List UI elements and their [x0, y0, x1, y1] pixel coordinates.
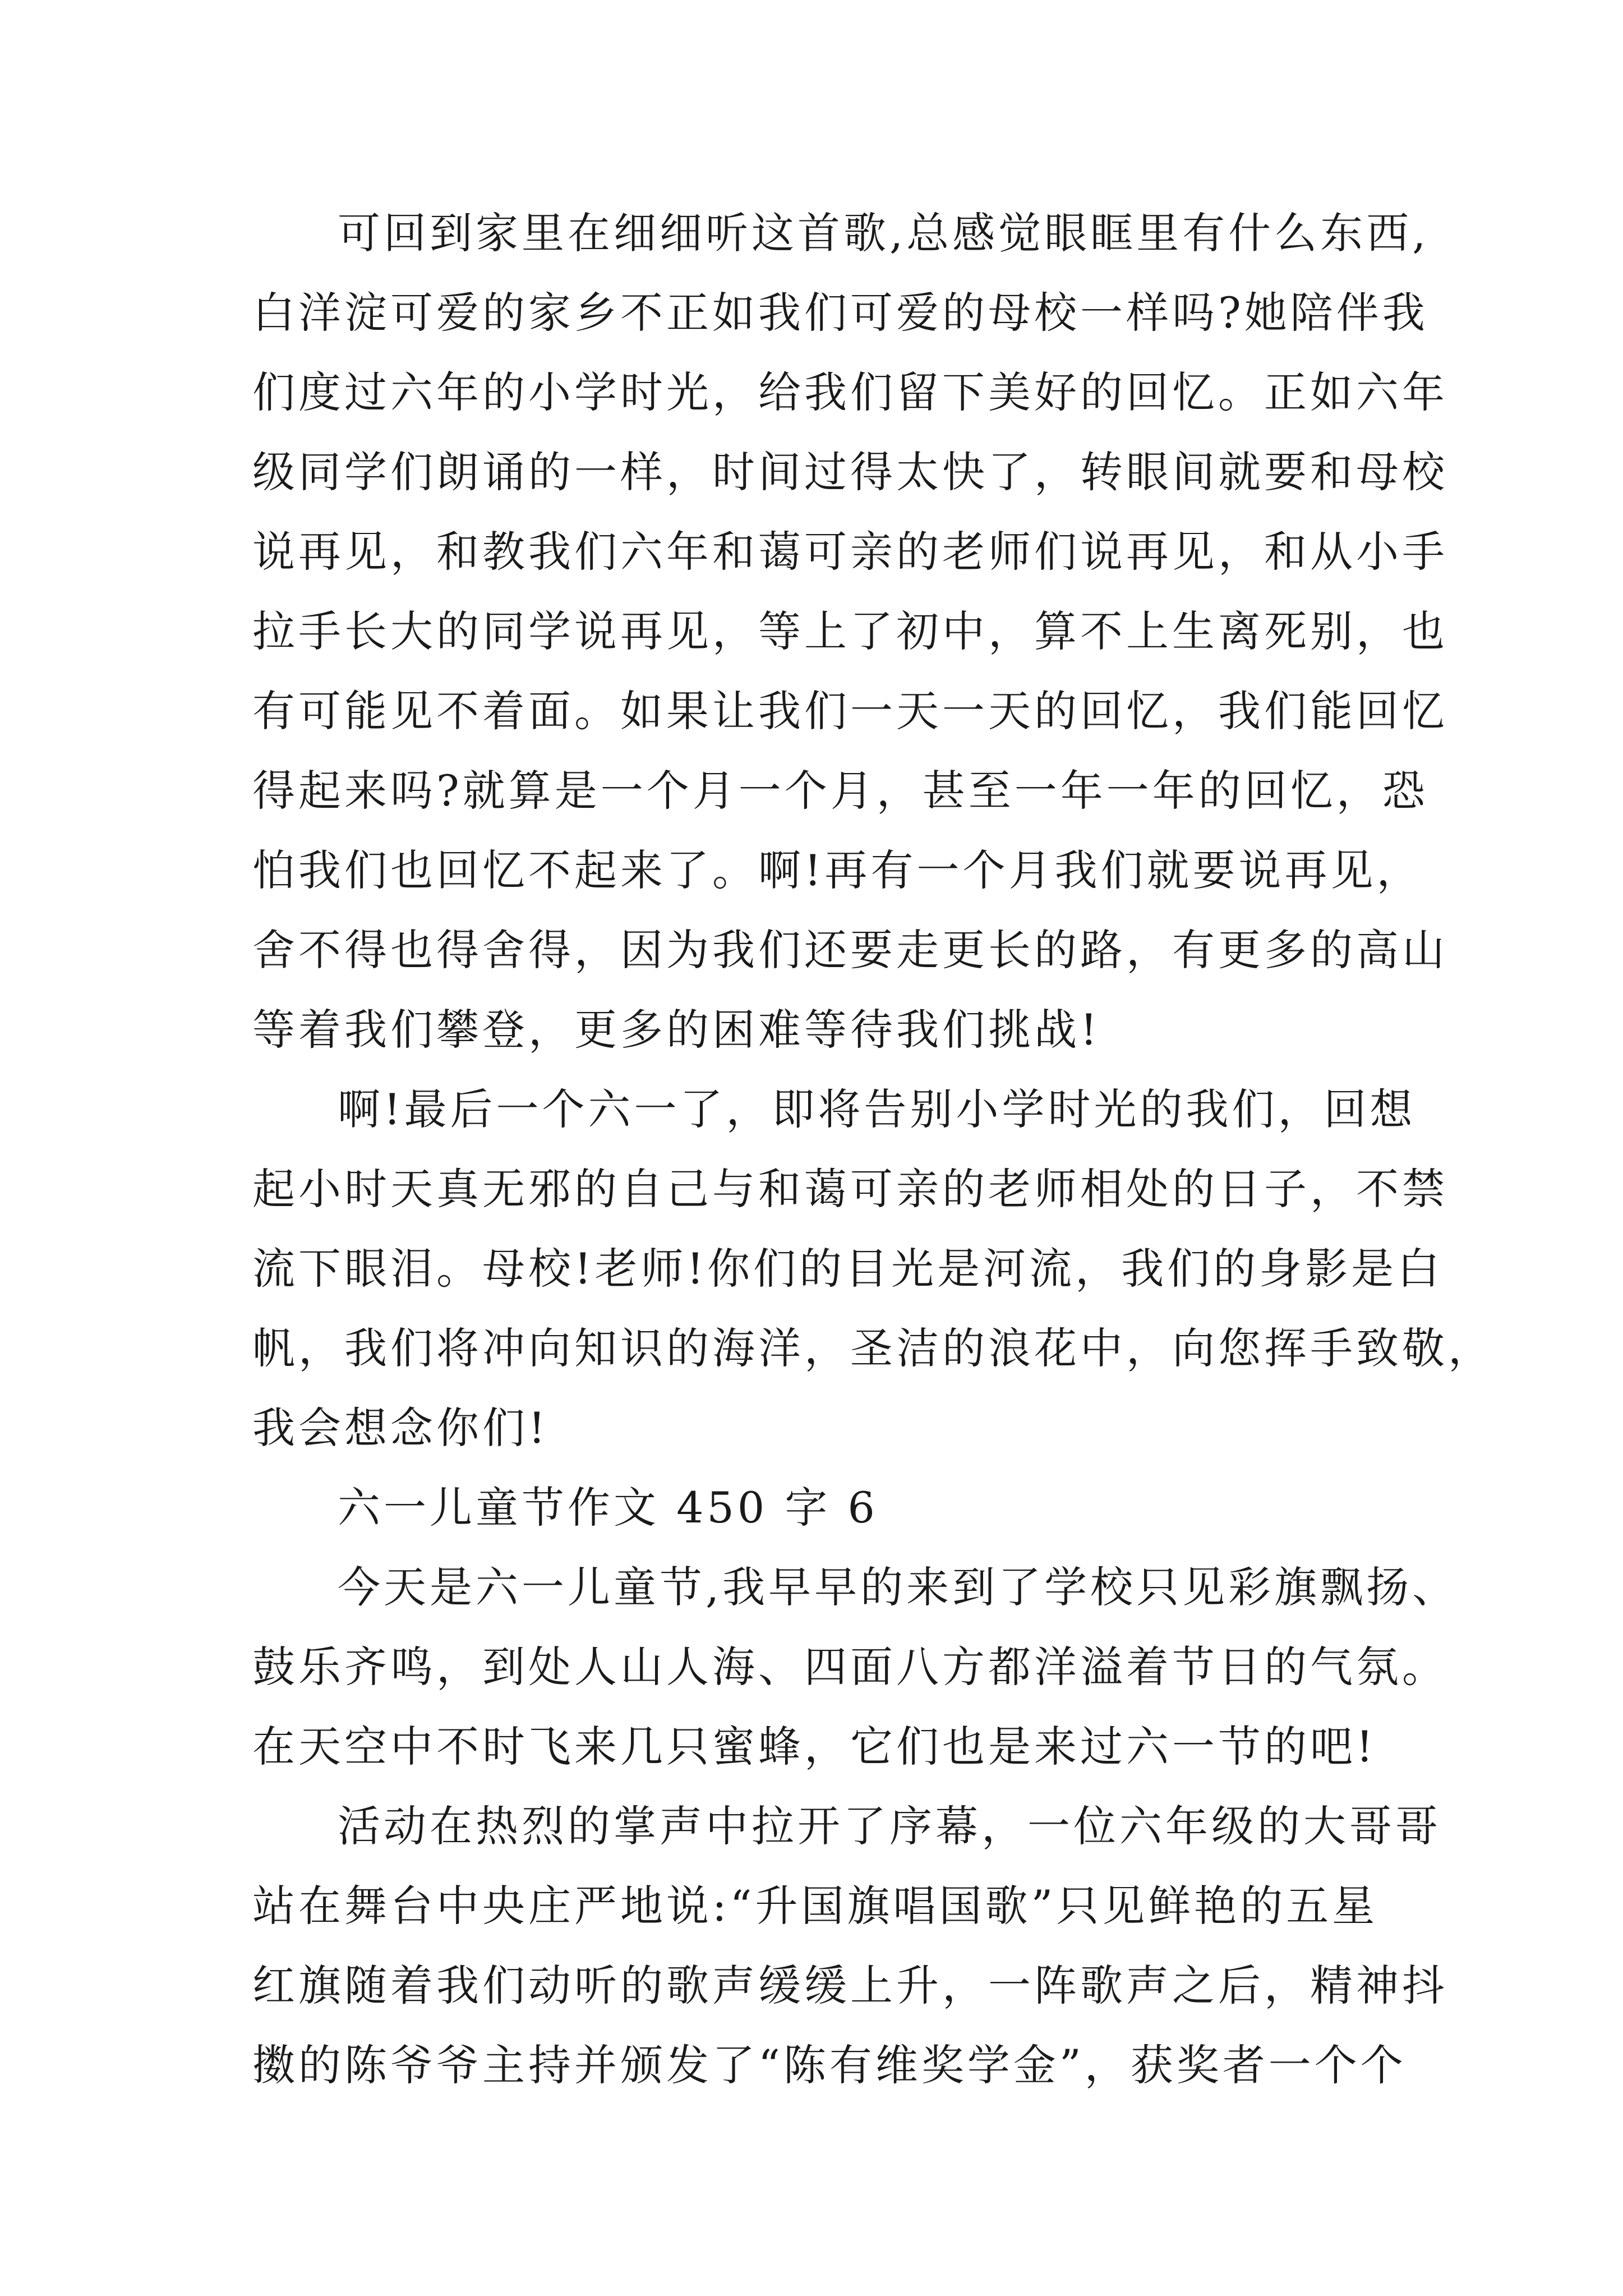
text-line: 得起来吗?就算是一个月一个月，甚至一年一年的回忆，恐	[252, 766, 1428, 816]
text-line: 红旗随着我们动听的歌声缓缓上升，一阵歌声之后，精神抖	[252, 1961, 1448, 2010]
paragraph	[252, 1787, 1448, 2105]
text-line: 流下眼泪。母校!老师!你们的目光是河流，我们的身影是白	[252, 1244, 1444, 1294]
text-line: 起小时天真无邪的自己与和蔼可亲的老师相处的日子，不禁	[252, 1164, 1448, 1214]
text-line: 舍不得也得舍得，因为我们还要走更长的路，有更多的高山	[252, 925, 1448, 975]
text-line: 在天空中不时飞来几只蜜蜂，它们也是来过六一节的吧!	[252, 1722, 1377, 1772]
text-line: 我会想念你们!	[252, 1403, 549, 1453]
document-body	[252, 194, 1494, 2105]
text-line: 今天是六一儿童节,我早早的来到了学校只见彩旗飘扬、	[338, 1562, 1459, 1612]
text-line: 等着我们攀登，更多的困难等待我们挑战!	[252, 1005, 1101, 1055]
text-line: 活动在热烈的掌声中拉开了序幕，一位六年级的大哥哥	[338, 1801, 1441, 1851]
text-line: 站在舞台中央庄严地说:“升国旗唱国歌”只见鲜艳的五星	[252, 1881, 1378, 1931]
paragraph	[252, 194, 1448, 1070]
text-line: 有可能见不着面。如果让我们一天一天的回忆，我们能回忆	[252, 686, 1448, 736]
text-line: 拉手长大的同学说再见，等上了初中，算不上生离死别，也	[252, 606, 1448, 656]
text-line: 鼓乐齐鸣，到处人山人海、四面八方都洋溢着节日的气氛。	[252, 1642, 1448, 1692]
section-heading: 六一儿童节作文 450 字 6	[338, 1483, 878, 1533]
text-line: 级同学们朗诵的一样，时间过得太快了，转眼间就要和母校	[252, 447, 1448, 497]
text-line: 擞的陈爷爷主持并颁发了“陈有维奖学金”，获奖者一个个	[252, 2040, 1407, 2090]
text-line: 啊!最后一个六一了，即将告别小学时光的我们，回想	[338, 1084, 1416, 1134]
text-line: 怕我们也回忆不起来了。啊!再有一个月我们就要说再见，	[252, 845, 1423, 895]
text-line: 白洋淀可爱的家乡不正如我们可爱的母校一样吗?她陪伴我	[252, 288, 1428, 338]
text-line: 说再见，和教我们六年和蔼可亲的老师们说再见，和从小手	[252, 527, 1448, 577]
text-line: 帆，我们将冲向知识的海洋，圣洁的浪花中，向您挥手致敬，	[252, 1323, 1494, 1373]
paragraph	[252, 1548, 1459, 1787]
text-line: 可回到家里在细细听这首歌,总感觉眼眶里有什么东西,	[338, 208, 1430, 258]
paragraph	[252, 1070, 1494, 1468]
text-line: 们度过六年的小学时光，给我们留下美好的回忆。正如六年	[252, 367, 1448, 417]
